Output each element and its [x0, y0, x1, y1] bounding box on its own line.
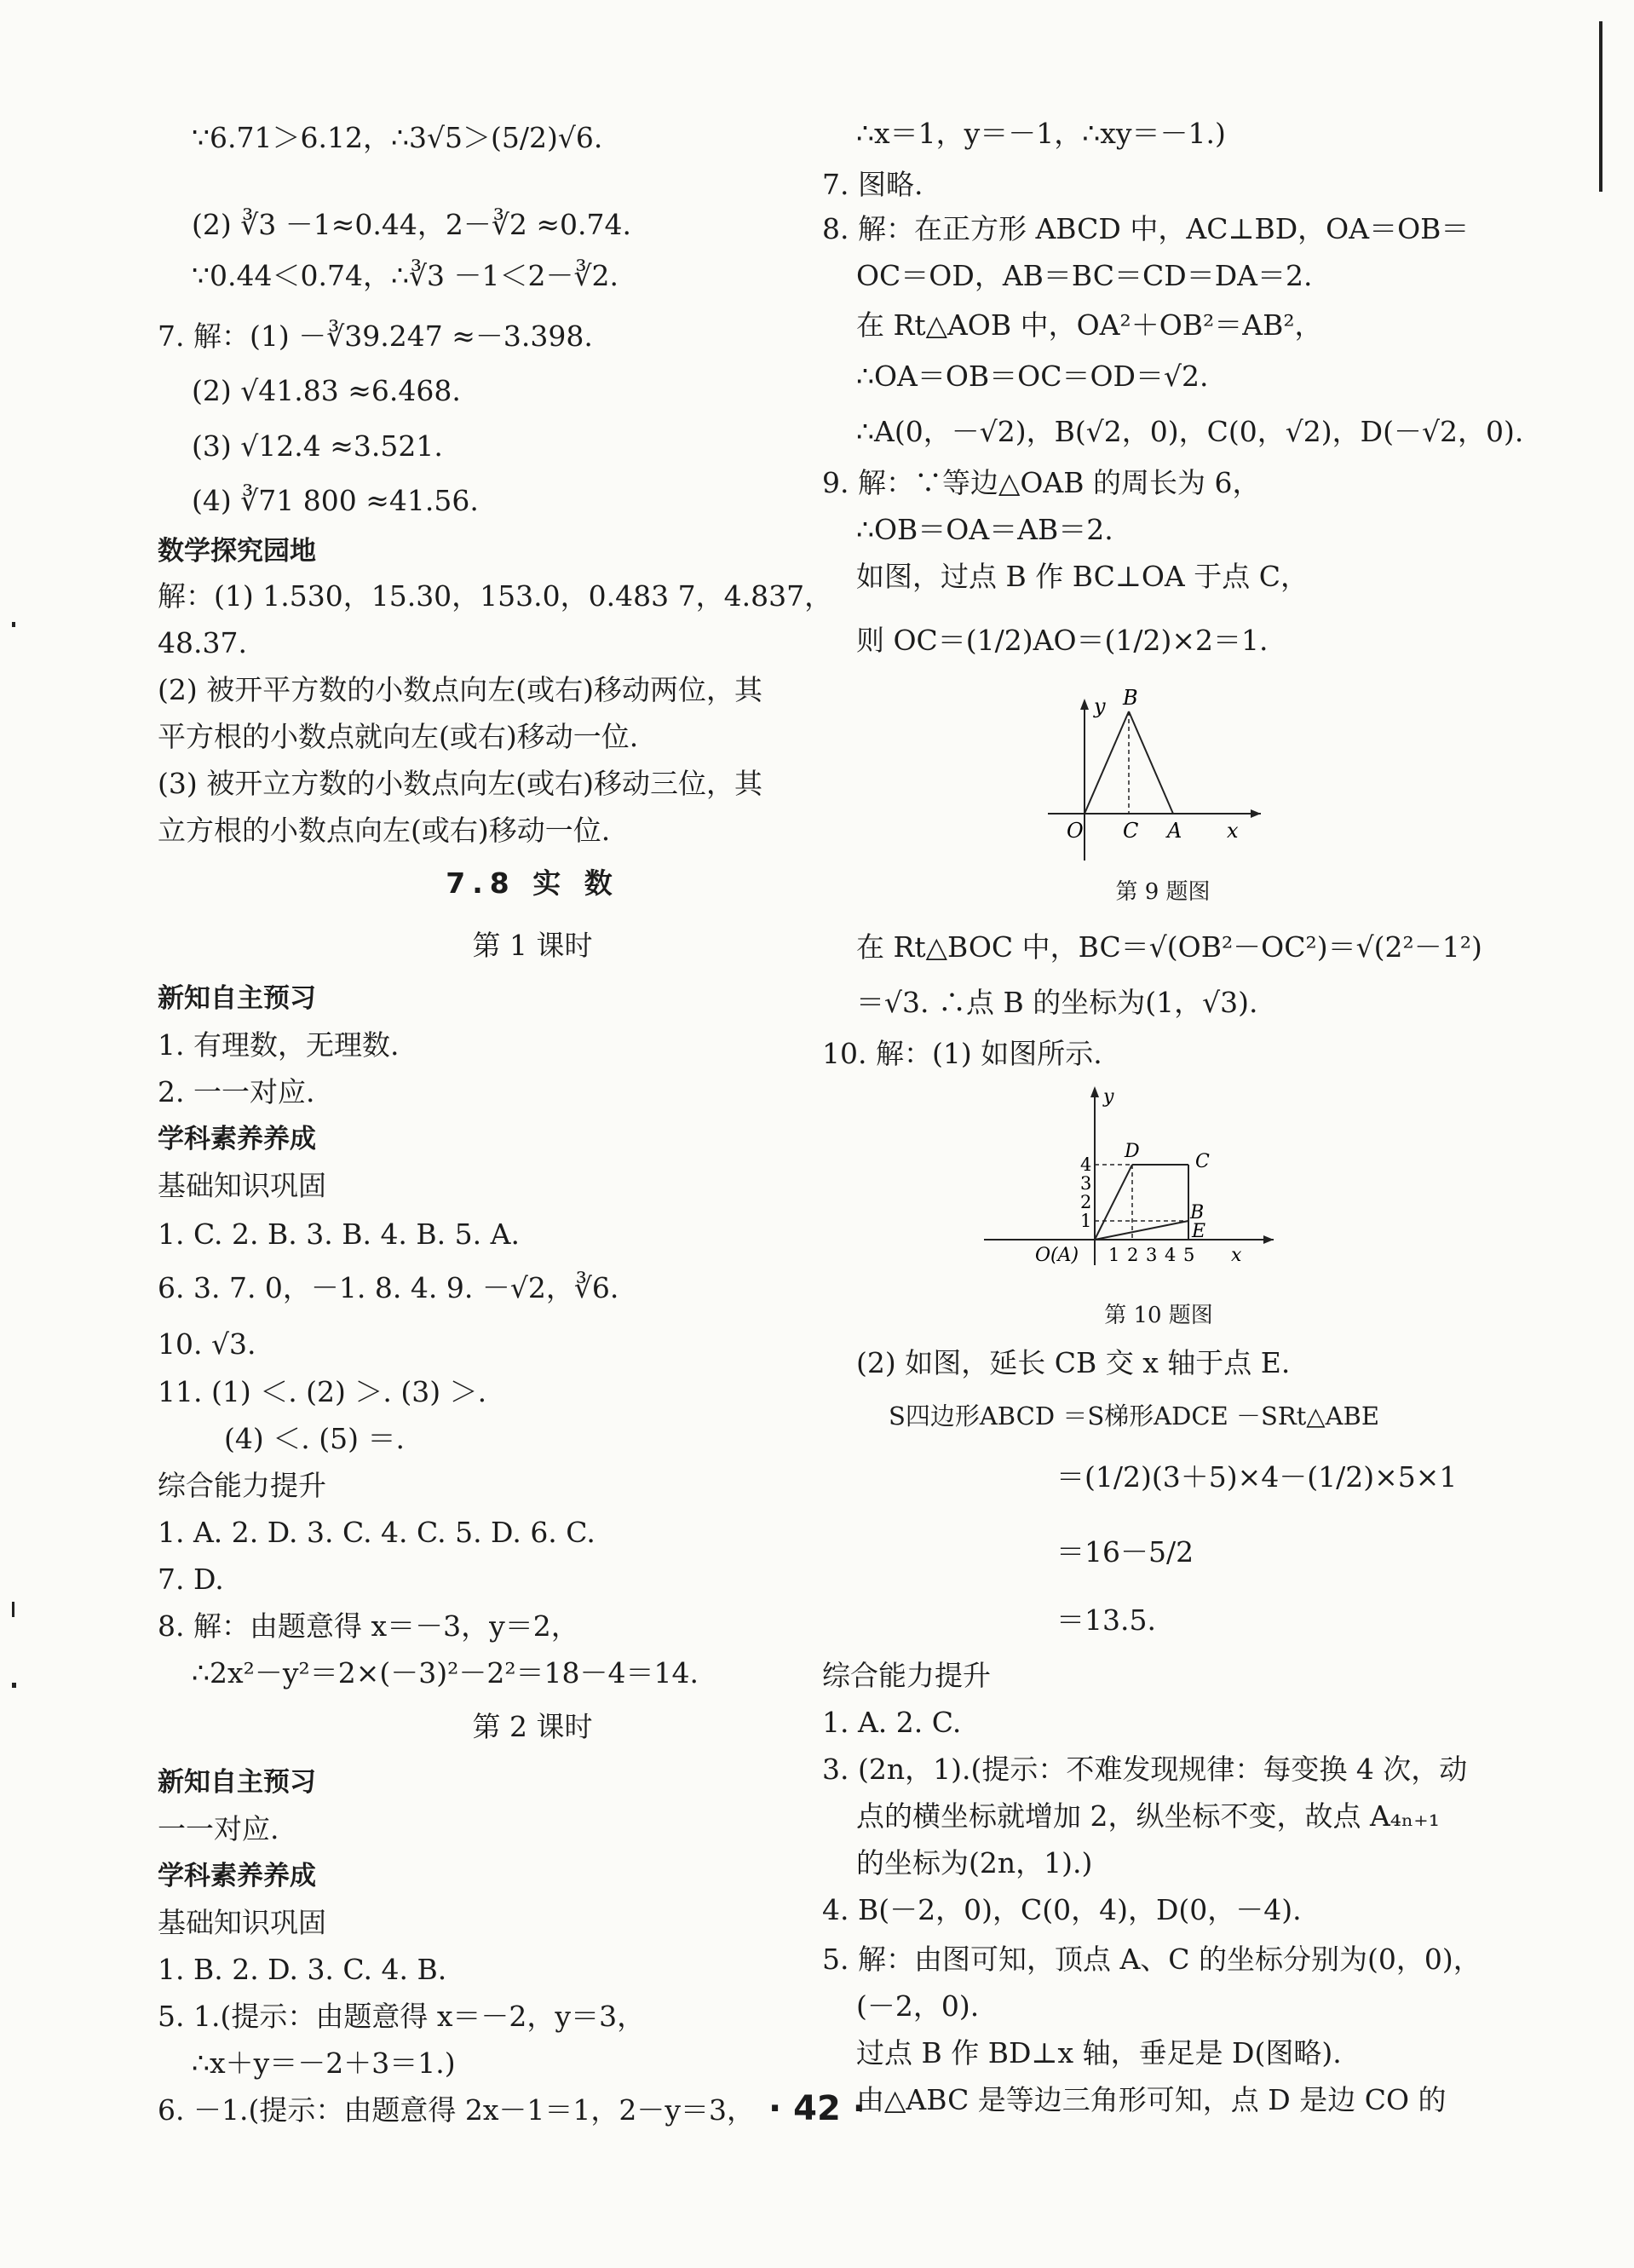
text-line: (4) ∛71 800 ≈41.56. [192, 484, 479, 517]
text-line: (3) √12.4 ≈3.521. [192, 429, 443, 463]
text-line: 5. 解：由图可知，顶点 A、C 的坐标分别为(0，0)， [822, 1943, 1482, 1976]
text-line: S四边形ABCD ＝S梯形ADCE －SRt△ABE [889, 1402, 1380, 1430]
text-line: ＝16－5/2 [1056, 1535, 1194, 1569]
text-line: 平方根的小数点就向左(或右)移动一位. [158, 720, 639, 753]
text-line: ＝√3. ∴点 B 的坐标为(1，√3). [856, 986, 1258, 1019]
text-line: ∴x＝1，y＝－1，∴xy＝－1.) [856, 117, 1226, 150]
text-line: 9. 解：∵等边△OAB 的周长为 6， [822, 466, 1261, 499]
page-number [0, 2089, 1634, 2128]
text-line: (4) ＜. (5) ＝. [224, 1422, 405, 1455]
subsection-heading: 综合能力提升 [822, 1659, 991, 1692]
label-b: B [1190, 1202, 1205, 1223]
x-tick: 3 [1146, 1245, 1158, 1265]
y-tick: 4 [1080, 1154, 1092, 1175]
text-line: ∴OA＝OB＝OC＝OD＝√2. [856, 360, 1209, 393]
text-line: 如图，过点 B 作 BC⊥OA 于点 C， [856, 560, 1309, 593]
text-line: ∴A(0，－√2)，B(√2，0)，C(0，√2)，D(－√2，0). [856, 415, 1524, 448]
subsection-heading: 基础知识巩固 [158, 1169, 326, 1202]
text-line: ∵6.71＞6.12，∴3√5＞(5/2)√6. [192, 121, 603, 154]
text-line: 过点 B 作 BD⊥x 轴，垂足是 D(图略). [856, 2036, 1342, 2069]
lesson-title: 第 2 课时 [472, 1710, 593, 1743]
text-line: 10. √3. [158, 1327, 256, 1361]
text-line: (－2，0). [856, 1989, 980, 2023]
side-ob [1085, 711, 1129, 814]
scan-dot [12, 622, 15, 627]
label-c: C [1123, 819, 1139, 843]
x-tick: 5 [1183, 1245, 1195, 1265]
text-line: 5. 1.(提示：由题意得 x＝－2，y＝3， [158, 2000, 646, 2033]
section-heading: 数学探究园地 [158, 536, 316, 567]
text-line: 7. D. [158, 1563, 224, 1596]
text-line: 点的横坐标就增加 2，纵坐标不变，故点 A₄ₙ₊₁ [856, 1799, 1440, 1833]
text-line: 解：(1) 1.530，15.30，153.0，0.483 7，4.837， [158, 579, 833, 613]
y-tick: 3 [1080, 1173, 1092, 1194]
figure-9-caption: 第 9 题图 [1115, 879, 1211, 905]
label-x: x [1231, 1245, 1242, 1266]
subsection-heading: 综合能力提升 [158, 1469, 326, 1502]
text-line: 立方根的小数点向左(或右)移动一位. [158, 814, 611, 847]
text-line: 则 OC＝(1/2)AO＝(1/2)×2＝1. [856, 624, 1269, 657]
page-number-value: 42 [793, 2089, 841, 2128]
label-x: x [1227, 819, 1239, 843]
figure-9-diagram [1048, 686, 1269, 869]
subsection-heading: 基础知识巩固 [158, 1906, 326, 1939]
text-line: 1. C. 2. B. 3. B. 4. B. 5. A. [158, 1217, 520, 1251]
x-tick: 2 [1127, 1245, 1139, 1265]
label-c: C [1195, 1151, 1210, 1172]
text-line: 的坐标为(2n，1).) [856, 1846, 1093, 1879]
y-tick: 1 [1080, 1211, 1092, 1231]
text-line: 6. －1.(提示：由题意得 2x－1＝1，2－y＝3， [158, 2093, 756, 2127]
y-tick: 2 [1080, 1192, 1092, 1212]
text-line: 7. 解：(1) －∛39.247 ≈－3.398. [158, 319, 593, 353]
text-line: 8. 解：由题意得 x＝－3，y＝2， [158, 1609, 579, 1643]
text-line: 3. (2n，1).(提示：不难发现规律：每变换 4 次，动 [822, 1753, 1468, 1786]
text-line: 8. 解：在正方形 ABCD 中，AC⊥BD，OA＝OB＝ [822, 212, 1470, 245]
text-line: ＝13.5. [1056, 1603, 1156, 1637]
x-tick: 4 [1165, 1245, 1177, 1265]
section-heading: 新知自主预习 [158, 983, 316, 1014]
scan-mark [12, 1602, 14, 1617]
text-line: 1. 有理数，无理数. [158, 1028, 400, 1062]
figure-10-diagram [984, 1082, 1282, 1269]
text-line: ∵0.44＜0.74，∴∛3 －1＜2－∛2. [192, 259, 619, 292]
text-line: ∴2x²－y²＝2×(－3)²－2²＝18－4＝14. [192, 1656, 699, 1689]
lesson-title: 第 1 课时 [472, 929, 593, 962]
label-b: B [1123, 686, 1138, 710]
segment-ad [1095, 1165, 1132, 1240]
section-title: 7.8 实 数 [446, 866, 619, 900]
text-line: 一一对应. [158, 1812, 279, 1845]
scan-dot [12, 1683, 16, 1688]
section-heading: 学科素养养成 [158, 1124, 316, 1154]
label-origin: O(A) [1035, 1245, 1079, 1266]
text-line: 在 Rt△AOB 中，OA²＋OB²＝AB²， [856, 308, 1323, 342]
page-number-dot: · [840, 2089, 866, 2128]
section-heading: 学科素养养成 [158, 1861, 316, 1891]
page-number-dot: · [768, 2089, 794, 2128]
text-line: (2) ∛3 －1≈0.44，2－∛2 ≈0.74. [192, 208, 631, 241]
label-e: E [1192, 1221, 1206, 1242]
text-line: 2. 一一对应. [158, 1075, 315, 1108]
figure-10-caption: 第 10 题图 [1104, 1303, 1213, 1328]
text-line: 11. (1) ＜. (2) ＞. (3) ＞. [158, 1375, 487, 1408]
text-line: 4. B(－2，0)，C(0，4)，D(0，－4). [822, 1893, 1302, 1926]
text-line: 1. B. 2. D. 3. C. 4. B. [158, 1953, 447, 1986]
text-line: 1. A. 2. C. [822, 1706, 962, 1739]
text-line: 48.37. [158, 626, 247, 659]
text-line: 10. 解：(1) 如图所示. [822, 1037, 1102, 1070]
text-line: (2) 如图，延长 CB 交 x 轴于点 E. [856, 1346, 1291, 1379]
text-line: 6. 3. 7. 0，－1. 8. 4. 9. －√2，∛6. [158, 1271, 619, 1304]
text-line: (3) 被开立方数的小数点向左(或右)移动三位，其 [158, 767, 762, 800]
text-line: (2) 被开平方数的小数点向左(或右)移动两位，其 [158, 673, 762, 706]
label-y: y [1103, 1086, 1114, 1108]
text-line: (2) √41.83 ≈6.468. [192, 374, 461, 407]
side-ab [1129, 711, 1173, 814]
label-d: D [1125, 1141, 1140, 1162]
text-line: 在 Rt△BOC 中，BC＝√(OB²－OC²)＝√(2²－1²) [856, 930, 1482, 964]
label-y: y [1094, 694, 1106, 718]
text-line: OC＝OD，AB＝BC＝CD＝DA＝2. [856, 259, 1313, 292]
segment-ab [1095, 1221, 1188, 1240]
label-a: A [1167, 819, 1182, 843]
text-line: ∴OB＝OA＝AB＝2. [856, 513, 1113, 546]
y-axis-arrow [1080, 699, 1089, 710]
text-line: 7. 图略. [822, 168, 923, 201]
text-line: 1. A. 2. D. 3. C. 4. C. 5. D. 6. C. [158, 1516, 595, 1549]
section-heading: 新知自主预习 [158, 1767, 316, 1798]
x-axis-arrow [1251, 809, 1261, 818]
text-line: ＝(1/2)(3＋5)×4－(1/2)×5×1 [1056, 1460, 1458, 1494]
x-tick: 1 [1108, 1245, 1120, 1265]
x-axis-arrow [1263, 1235, 1274, 1244]
label-o: O [1067, 819, 1084, 843]
text-line: 由△ABC 是等边三角形可知，点 D 是边 CO 的 [856, 2083, 1447, 2116]
scan-edge-line [1599, 21, 1602, 192]
y-axis-arrow [1090, 1086, 1099, 1097]
text-line: ∴x＋y＝－2＋3＝1.) [192, 2046, 456, 2080]
